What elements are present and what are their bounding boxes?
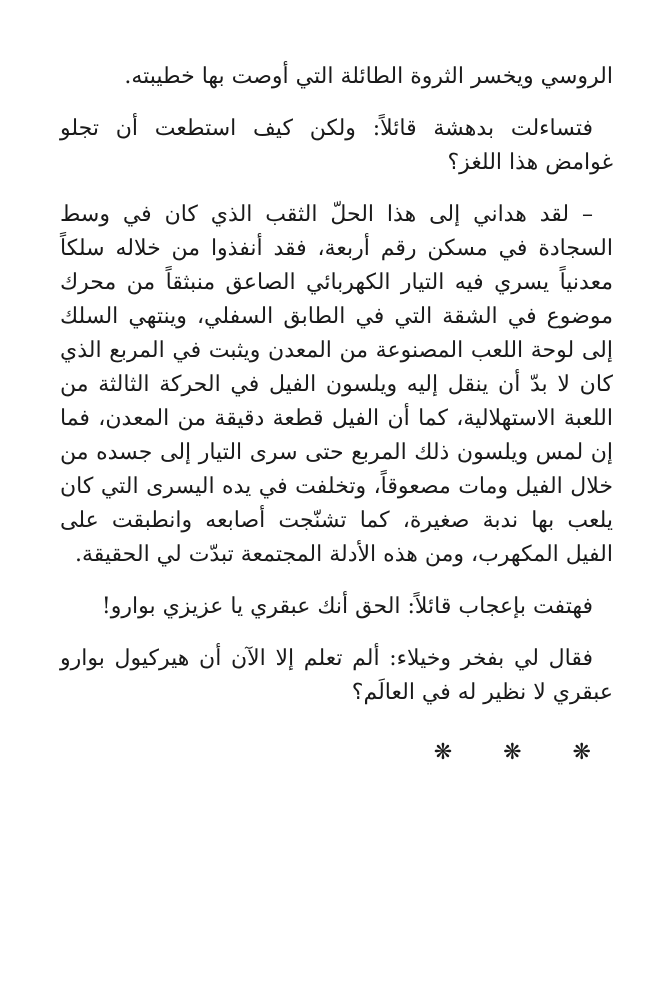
section-separator: ❋ ❋ ❋: [433, 740, 613, 765]
paragraph-question: فتساءلت بدهشة قائلاً: ولكن كيف استطعت أن تجلو غوامض هذا اللغز؟: [60, 116, 613, 175]
page-text: [60, 60, 613, 770]
paragraph-explanation: – لقد هداني إلى هذا الحلّ الثقب الذي كان في وسط السجادة في مسكن رقم أربعة، فقد أنفذوا من خلاله سلكاً معدنياً يسري فيه التيار الكهربائي الصاعق منبثقاً من محرك موضوع في الشقة التي في الطابق السفلي، وينتهي السلك إلى لوحة اللعب المصنوعة من المعدن ويثبت في المربع الذي كان لا بدّ أن ينقل إليه ويلسون الفيل في الحركة الثالثة من اللعبة الاستهلالية، كما أن الفيل قطعة دقيقة من المعدن، فما إن لمس ويلسون ذلك المربع حتى سرى التيار إلى جسده من خلال الفيل ومات مصعوقاً، وتخلفت في يده اليسرى التي كان يلعب بها ندبة صغيرة، كما تشنّجت أصابعه وانطبقت على الفيل المكهرب، ومن هذه الأدلة المجتمعة تبدّت لي الحقيقة.: [60, 202, 613, 567]
paragraph-admiration: فهتفت بإعجاب قائلاً: الحق أنك عبقري يا عزيزي بوارو!: [101, 594, 593, 619]
paragraph-reply: فقال لي بفخر وخيلاء: ألم تعلم إلا الآن أن هيركيول بوارو عبقري لا نظير له في العالَم؟: [60, 646, 613, 705]
paragraph-continuation: الروسي ويخسر الثروة الطائلة التي أوصت بها خطيبته.: [124, 64, 613, 89]
